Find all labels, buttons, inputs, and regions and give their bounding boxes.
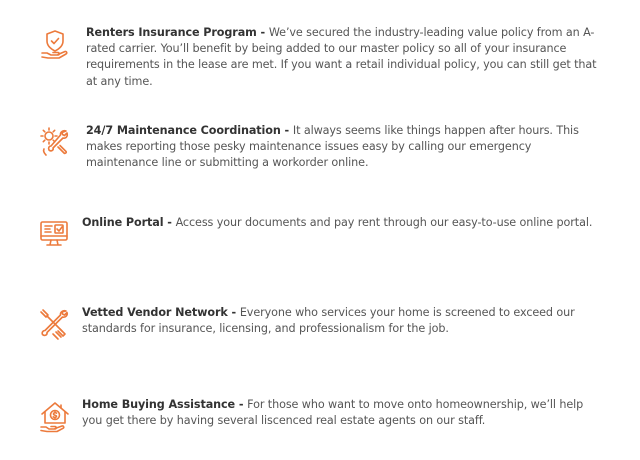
shield-hand-icon [38, 27, 72, 61]
feature-home-buying-assistance [38, 397, 598, 433]
feature-title: Online Portal [82, 216, 164, 229]
feature-title: Home Buying Assistance [82, 398, 236, 411]
feature-text [82, 305, 598, 337]
feature-title: 24/7 Maintenance Coordination [86, 124, 281, 137]
feature-description: We’ve secured the industry-leading value policy from an A-rated carrier. You’ll benefit by being added to our master policy so all of your insurance requirements in the lease are met. If you want a retail individual policy, you can still get that at any time. [86, 26, 597, 88]
house-dollar-icon [38, 399, 72, 433]
tools-icon [38, 307, 72, 341]
feature-description: Access your documents and pay rent through our easy-to-use online portal. [175, 216, 593, 229]
feature-description: For those who want to move onto homeownership, we’ll help you get there by having several liscenced real estate agents on our staff. [82, 398, 584, 428]
feature-vetted-vendor-network [38, 305, 598, 341]
feature-title: Vetted Vendor Network [82, 306, 228, 319]
feature-separator: - [163, 216, 176, 229]
feature-separator: - [235, 398, 248, 411]
feature-online-portal [38, 215, 598, 251]
feature-description: Everyone who services your home is screened to exceed our standards for insurance, licensing, and professionalism for the job. [82, 306, 575, 336]
feature-text [82, 397, 598, 429]
feature-renters-insurance [38, 25, 598, 90]
monitor-icon [38, 217, 72, 251]
feature-maintenance-coordination [38, 123, 598, 172]
gear-wrench-icon [38, 125, 72, 159]
feature-text [82, 215, 592, 231]
feature-separator: - [227, 306, 240, 319]
feature-title: Renters Insurance Program [86, 26, 257, 39]
feature-text [86, 25, 598, 90]
feature-separator: - [256, 26, 269, 39]
feature-description: It always seems like things happen after hours. This makes reporting those pesky maintenance issues easy by calling our emergency maintenance line or submitting a workorder online. [86, 124, 579, 170]
feature-text [86, 123, 598, 172]
feature-separator: - [280, 124, 293, 137]
